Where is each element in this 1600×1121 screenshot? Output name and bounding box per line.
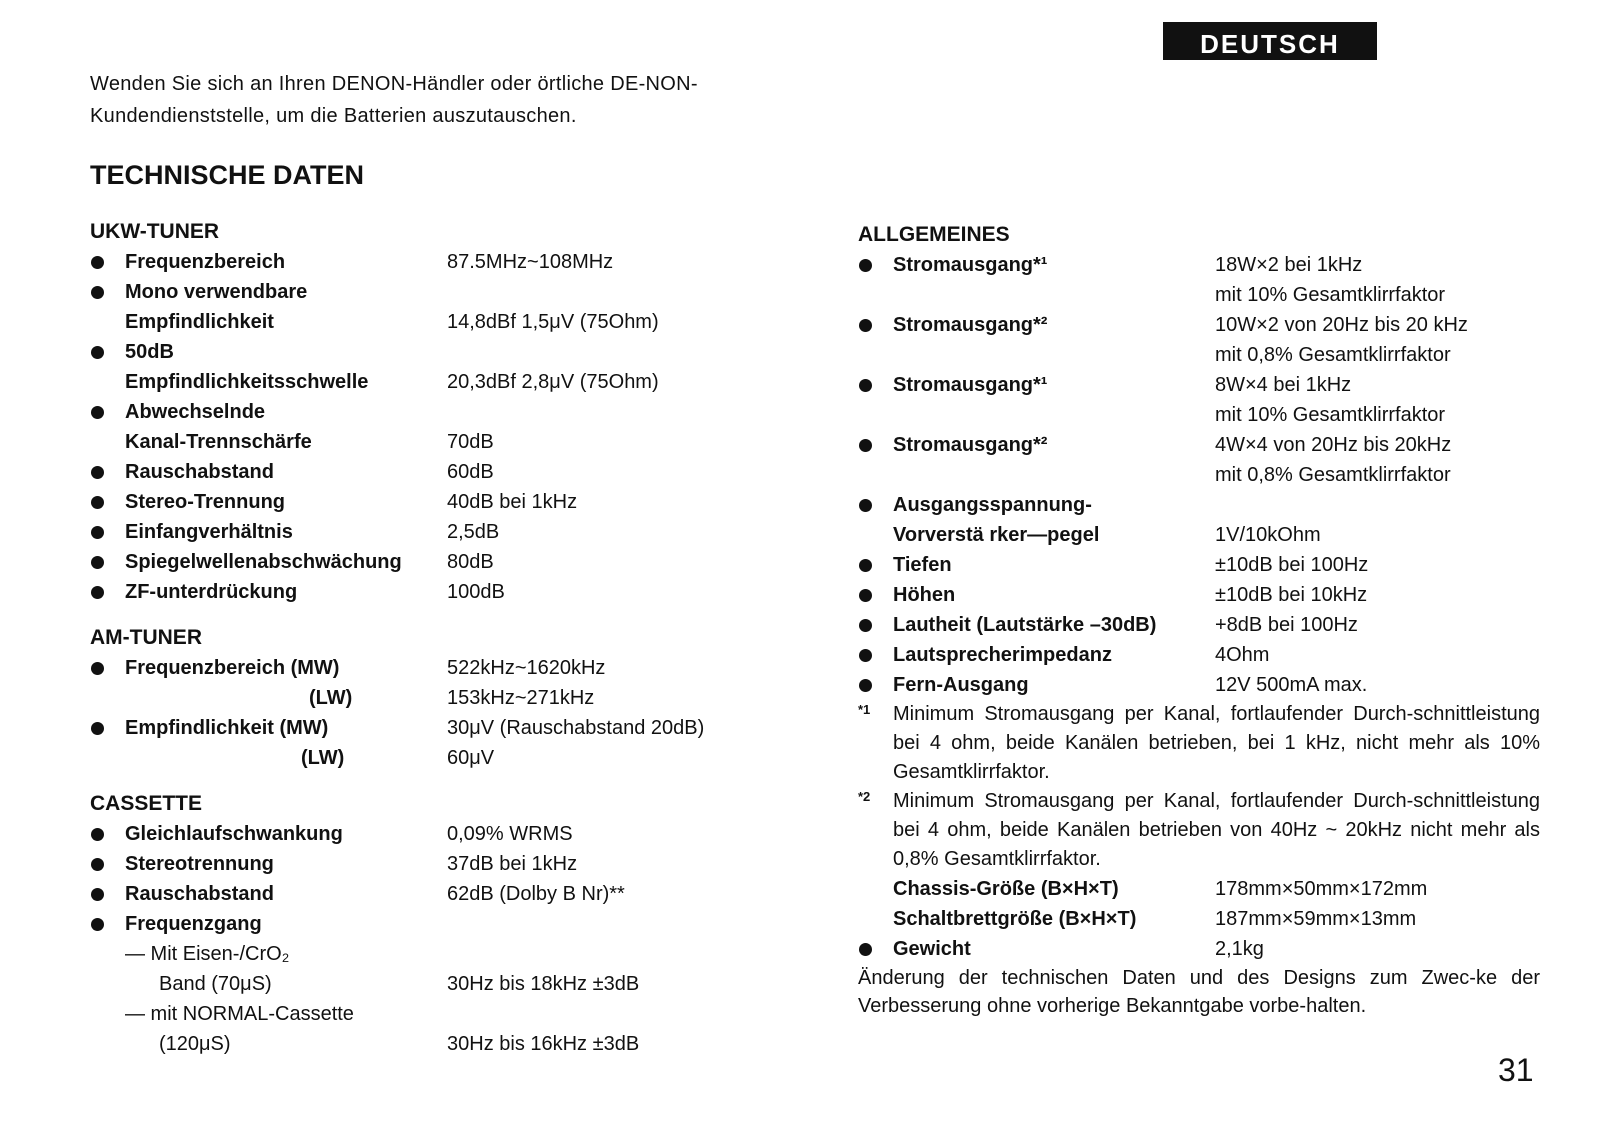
bullet-icon bbox=[858, 370, 893, 400]
spec-row bbox=[90, 939, 830, 969]
spec-row bbox=[858, 670, 1540, 700]
intro-paragraph: Wenden Sie sich an Ihren DENON-Händler oder örtliche DE-NON-Kundendienststelle, um die Batterien auszutauschen. bbox=[90, 73, 698, 127]
footnote-text: Minimum Stromausgang per Kanal, fortlaufender Durch-schnittleistung bei 4 ohm, beide Kanälen betrieben, bei 1 kHz, nicht mehr als 10% Gesamtklirrfaktor. bbox=[893, 703, 1540, 783]
spec-value: 80dB bbox=[447, 551, 494, 573]
spec-row bbox=[90, 427, 830, 457]
spec-value: 20,3dBf 2,8μV (75Ohm) bbox=[447, 371, 659, 393]
spec-label: — mit NORMAL-Cassette bbox=[125, 1003, 354, 1025]
spec-label: (LW) bbox=[301, 747, 345, 769]
spec-row bbox=[90, 577, 830, 607]
spec-row bbox=[858, 490, 1540, 520]
spec-label: 50dB bbox=[125, 341, 174, 363]
spec-row bbox=[90, 713, 830, 743]
spec-label: Stromausgang*¹ bbox=[893, 254, 1048, 276]
bullet-icon bbox=[90, 457, 125, 487]
spec-value: 0,09% WRMS bbox=[447, 823, 573, 845]
bullet-icon bbox=[90, 487, 125, 517]
footnote-marker: *1 bbox=[858, 702, 871, 717]
bullet-icon bbox=[90, 247, 125, 277]
bullet-icon bbox=[858, 430, 893, 460]
spec-value: 100dB bbox=[447, 581, 505, 603]
spec-value: 178mm×50mm×172mm bbox=[1215, 878, 1428, 900]
bullet-icon bbox=[858, 670, 893, 700]
spec-value: 4Ohm bbox=[1215, 644, 1270, 666]
bullet-icon bbox=[90, 879, 125, 909]
bullet-icon bbox=[90, 577, 125, 607]
spec-value: 62dB (Dolby B Nr)** bbox=[447, 883, 625, 905]
spec-value: 14,8dBf 1,5μV (75Ohm) bbox=[447, 311, 659, 333]
spec-label: Stromausgang*² bbox=[893, 434, 1048, 456]
spec-row bbox=[858, 430, 1540, 460]
spec-value: 522kHz~1620kHz bbox=[447, 657, 606, 679]
spec-row bbox=[90, 879, 830, 909]
spec-label: Schaltbrettgröße (B×H×T) bbox=[893, 908, 1137, 930]
spec-label: Stromausgang*¹ bbox=[893, 374, 1048, 396]
spec-row bbox=[90, 547, 830, 577]
bullet-icon bbox=[90, 397, 125, 427]
spec-row bbox=[90, 367, 830, 397]
spec-value: 18W×2 bei 1kHz bbox=[1215, 254, 1363, 276]
spec-value: 60dB bbox=[447, 461, 494, 483]
spec-row bbox=[858, 340, 1540, 370]
spec-row bbox=[90, 683, 830, 713]
spec-row bbox=[858, 934, 1540, 964]
spec-value: 70dB bbox=[447, 431, 494, 453]
spec-row bbox=[90, 307, 830, 337]
spec-label: (120μS) bbox=[159, 1033, 231, 1055]
bullet-icon bbox=[858, 250, 893, 280]
spec-label: Frequenzbereich (MW) bbox=[125, 657, 340, 679]
bullet-icon bbox=[90, 547, 125, 577]
bullet-icon bbox=[90, 337, 125, 367]
spec-value: 12V 500mA max. bbox=[1215, 674, 1368, 696]
spec-value: 153kHz~271kHz bbox=[447, 687, 595, 709]
spec-label: (LW) bbox=[309, 687, 353, 709]
spec-row bbox=[858, 640, 1540, 670]
spec-row bbox=[90, 999, 830, 1029]
spec-label: Kanal-Trennschärfe bbox=[125, 431, 312, 453]
spec-row bbox=[858, 250, 1540, 280]
spec-label: ZF-unterdrückung bbox=[125, 581, 298, 603]
spec-label: Empfindlichkeit bbox=[125, 311, 274, 333]
spec-label: Frequenzgang bbox=[125, 913, 262, 935]
spec-value: ±10dB bei 100Hz bbox=[1215, 554, 1369, 576]
spec-label: Tiefen bbox=[893, 554, 952, 576]
spec-value: mit 0,8% Gesamtklirrfaktor bbox=[1215, 464, 1451, 486]
spec-label: Stromausgang*² bbox=[893, 314, 1048, 336]
spec-value: mit 0,8% Gesamtklirrfaktor bbox=[1215, 344, 1451, 366]
spec-row bbox=[90, 969, 830, 999]
spec-label: Abwechselnde bbox=[125, 401, 266, 423]
page-number: 31 bbox=[1498, 1052, 1534, 1088]
spec-label: Chassis-Größe (B×H×T) bbox=[893, 878, 1119, 900]
spec-label: Empfindlichkeit (MW) bbox=[125, 717, 329, 739]
spec-value: 60μV bbox=[447, 747, 495, 769]
spec-row bbox=[90, 517, 830, 547]
spec-label: Frequenzbereich bbox=[125, 251, 286, 273]
bullet-icon bbox=[858, 310, 893, 340]
spec-label: Stereo-Trennung bbox=[125, 491, 286, 513]
bullet-icon bbox=[90, 653, 125, 683]
spec-value: 1V/10kOhm bbox=[1215, 524, 1321, 546]
closing-note: Änderung der technischen Daten und des Designs zum Zwec-ke der Verbesserung ohne vorherige Bekanntgabe vorbe-halten. bbox=[858, 967, 1540, 1017]
spec-label: Rauschabstand bbox=[125, 461, 274, 483]
language-tab: DEUTSCH bbox=[1163, 22, 1377, 60]
spec-label: Einfangverhältnis bbox=[125, 521, 293, 543]
spec-label: Lautheit (Lautstärke –30dB) bbox=[893, 614, 1157, 636]
bullet-icon bbox=[90, 849, 125, 879]
section-heading-ukw: UKW-TUNER bbox=[90, 220, 220, 243]
spec-value: 4W×4 von 20Hz bis 20kHz bbox=[1215, 434, 1452, 456]
bullet-icon bbox=[858, 934, 893, 964]
left-column bbox=[90, 217, 830, 1059]
spec-row bbox=[858, 400, 1540, 430]
spec-value: +8dB bei 100Hz bbox=[1215, 614, 1358, 636]
spec-row bbox=[90, 653, 830, 683]
bullet-icon bbox=[858, 550, 893, 580]
spec-row bbox=[90, 337, 830, 367]
spec-value: 2,1kg bbox=[1215, 938, 1264, 960]
spec-row bbox=[90, 397, 830, 427]
spec-row bbox=[858, 904, 1540, 934]
spec-value: 10W×2 von 20Hz bis 20 kHz bbox=[1215, 314, 1468, 336]
spec-value: 30Hz bis 16kHz ±3dB bbox=[447, 1033, 640, 1055]
spec-row bbox=[858, 520, 1540, 550]
spec-row bbox=[90, 909, 830, 939]
spec-value: 2,5dB bbox=[447, 521, 500, 543]
spec-row bbox=[90, 487, 830, 517]
spec-row bbox=[858, 610, 1540, 640]
right-column bbox=[858, 220, 1540, 1020]
bullet-icon bbox=[858, 580, 893, 610]
footnote-text: Minimum Stromausgang per Kanal, fortlaufender Durch-schnittleistung bei 4 ohm, beide Kanälen betrieben von 40Hz ~ 20kHz nicht mehr als 0,8% Gesamtklirrfaktor. bbox=[893, 790, 1540, 870]
spec-label: Gewicht bbox=[893, 938, 971, 960]
footnote bbox=[858, 787, 1540, 874]
page-title: TECHNISCHE DATEN bbox=[90, 160, 365, 190]
bullet-icon bbox=[858, 640, 893, 670]
section-heading-am: AM-TUNER bbox=[90, 626, 202, 649]
footnote-marker: *2 bbox=[858, 789, 871, 804]
spec-label: Fern-Ausgang bbox=[893, 674, 1029, 696]
section-heading-allgemeines: ALLGEMEINES bbox=[858, 223, 1010, 246]
bullet-icon bbox=[90, 517, 125, 547]
spec-row bbox=[90, 247, 830, 277]
spec-label: Stereotrennung bbox=[125, 853, 274, 875]
spec-label: — Mit Eisen-/CrO₂ bbox=[125, 943, 290, 965]
spec-label: Höhen bbox=[893, 584, 956, 606]
bullet-icon bbox=[858, 490, 893, 520]
spec-label: Lautsprecherimpedanz bbox=[893, 644, 1112, 666]
footnote bbox=[858, 700, 1540, 787]
spec-row bbox=[858, 280, 1540, 310]
spec-row bbox=[858, 310, 1540, 340]
bullet-icon bbox=[90, 909, 125, 939]
bullet-icon bbox=[90, 277, 125, 307]
spec-value: 8W×4 bei 1kHz bbox=[1215, 374, 1352, 396]
spec-value: 37dB bei 1kHz bbox=[447, 853, 578, 875]
spec-label: Empfindlichkeitsschwelle bbox=[125, 371, 369, 393]
spec-value: 30μV (Rauschabstand 20dB) bbox=[447, 717, 705, 739]
spec-label: Rauschabstand bbox=[125, 883, 274, 905]
spec-value: 40dB bei 1kHz bbox=[447, 491, 578, 513]
spec-row bbox=[90, 819, 830, 849]
spec-value: ±10dB bei 10kHz bbox=[1215, 584, 1368, 606]
spec-label: Band (70μS) bbox=[159, 973, 272, 995]
spec-row bbox=[90, 743, 830, 773]
spec-row bbox=[90, 457, 830, 487]
section-heading-cassette: CASSETTE bbox=[90, 792, 203, 815]
spec-row bbox=[90, 277, 830, 307]
bullet-icon bbox=[90, 713, 125, 743]
spec-label: Vorverstä rker—pegel bbox=[893, 524, 1100, 546]
spec-label: Ausgangsspannung- bbox=[893, 494, 1092, 516]
spec-value: mit 10% Gesamtklirrfaktor bbox=[1215, 404, 1446, 426]
spec-value: mit 10% Gesamtklirrfaktor bbox=[1215, 284, 1446, 306]
spec-row bbox=[90, 1029, 830, 1059]
spec-row bbox=[858, 580, 1540, 610]
spec-value: 187mm×59mm×13mm bbox=[1215, 908, 1417, 930]
spec-label: Mono verwendbare bbox=[125, 281, 308, 303]
spec-row bbox=[858, 550, 1540, 580]
bullet-icon bbox=[858, 610, 893, 640]
spec-row bbox=[858, 874, 1540, 904]
spec-value: 30Hz bis 18kHz ±3dB bbox=[447, 973, 640, 995]
spec-label: Gleichlaufschwankung bbox=[125, 823, 343, 845]
bullet-icon bbox=[90, 819, 125, 849]
spec-value: 87.5MHz~108MHz bbox=[447, 251, 614, 273]
spec-row bbox=[858, 370, 1540, 400]
spec-label: Spiegelwellenabschwächung bbox=[125, 551, 402, 573]
spec-row bbox=[90, 849, 830, 879]
spec-row bbox=[858, 460, 1540, 490]
